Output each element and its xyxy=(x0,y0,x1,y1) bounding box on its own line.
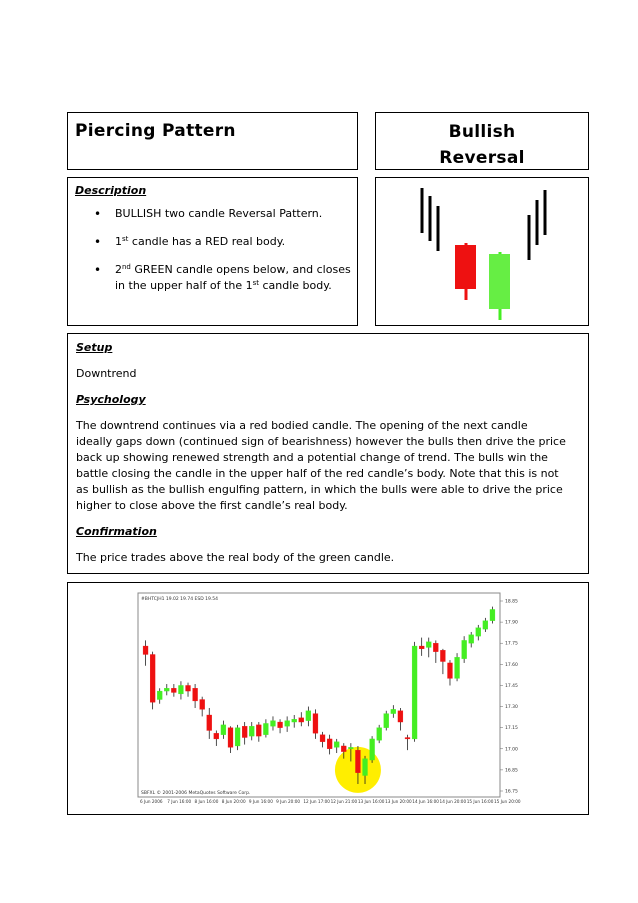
pattern-type xyxy=(376,119,588,171)
bearish-candle xyxy=(278,722,283,728)
x-tick-label: 6 Jun 2006 xyxy=(140,799,163,804)
x-tick-label: 8 Jun 16:00 xyxy=(194,799,219,804)
psychology-heading: Psychology xyxy=(76,393,146,406)
bullish-candle xyxy=(426,642,431,648)
x-tick-label: 13 Jun 16:00 xyxy=(357,799,385,804)
bullish-candle xyxy=(455,657,460,678)
bullish-candle xyxy=(221,725,226,735)
ordinal-number: 2 xyxy=(115,263,122,276)
downtrend-bars xyxy=(422,188,438,251)
y-tick-label: 16.85 xyxy=(505,768,518,774)
description-list xyxy=(68,206,353,306)
description-heading: Description xyxy=(75,184,147,197)
x-tick-label: 15 Jun 20:00 xyxy=(494,799,521,804)
bearish-candle xyxy=(193,688,198,701)
bearish-candle xyxy=(355,750,360,773)
bullish-candle xyxy=(292,719,297,722)
description-box xyxy=(67,177,358,326)
bullet-icon: • xyxy=(94,207,102,221)
y-tick-label: 17.45 xyxy=(505,683,518,689)
list-item-text: GREEN candle opens below, and closes in the upper half of the 1 xyxy=(115,263,351,292)
bearish-candle xyxy=(150,654,155,702)
bearish-candle xyxy=(320,735,325,742)
bullet-icon: • xyxy=(94,263,102,277)
x-tick-label: 15 Jun 16:00 xyxy=(466,799,494,804)
bullish-candle xyxy=(370,739,375,760)
psychology-text: The downtrend continues via a red bodied candle. The opening of the next candle ideally gaps down (continued sign of bearishness) however the bulls then drive the price back up showing renewed strength and a potential change of trend. The bulls win the battle closing the candle in the upper half of the red candle’s body. Note that this is not as bullish as the bullish engulfing pattern, in which the bulls were able to drive the price higher to close above the first candle’s real body. xyxy=(76,419,566,512)
x-tick-label: 9 Jun 20:00 xyxy=(276,799,301,804)
bullish-candle xyxy=(263,723,268,734)
bullish-candle xyxy=(235,728,240,746)
y-tick-label: 17.90 xyxy=(505,620,518,626)
bearish-candle xyxy=(186,685,191,691)
candlestick-chart xyxy=(68,583,590,816)
bullish-candle xyxy=(157,691,162,699)
list-item xyxy=(68,234,353,250)
bullish-candle xyxy=(249,726,254,736)
bearish-candle xyxy=(242,726,247,737)
example-chart-box xyxy=(67,582,589,815)
y-tick-label: 18.85 xyxy=(505,599,518,605)
bearish-candle xyxy=(341,746,346,752)
x-tick-label: 7 Jun 16:00 xyxy=(167,799,192,804)
y-tick-label: 17.15 xyxy=(505,726,518,732)
x-tick-label: 14 Jun 20:00 xyxy=(439,799,467,804)
bearish-candle xyxy=(398,711,403,722)
bullish-candle xyxy=(391,709,396,713)
bullish-candle xyxy=(490,609,495,620)
list-item xyxy=(68,206,353,222)
plot-area xyxy=(138,593,500,797)
bullish-candle xyxy=(377,728,382,741)
y-tick-label: 16.75 xyxy=(505,789,518,795)
bearish-candle xyxy=(171,688,176,692)
ordinal-suffix: st xyxy=(122,235,129,243)
x-tick-label: 13 Jun 20:00 xyxy=(385,799,412,804)
bearish-candle xyxy=(200,700,205,710)
bearish-candle xyxy=(448,663,453,678)
bearish-candle xyxy=(299,718,304,722)
pattern-type-box xyxy=(375,112,589,170)
confirmation-text: The price trades above the real body of the green candle. xyxy=(76,551,395,564)
bullish-candle xyxy=(412,646,417,739)
y-tick-label: 17.30 xyxy=(505,705,518,711)
confirmation-heading: Confirmation xyxy=(76,525,157,538)
uptrend-bars xyxy=(529,190,545,260)
setup-heading: Setup xyxy=(76,341,113,354)
bullish-candle xyxy=(469,635,474,643)
y-tick-label: 17.00 xyxy=(505,747,518,753)
ordinal-number: 1 xyxy=(115,235,122,248)
pattern-type-line2: Reversal xyxy=(439,148,525,168)
ordinal-suffix: nd xyxy=(122,263,131,271)
bearish-candle xyxy=(433,643,438,651)
bearish-candle xyxy=(256,725,261,736)
list-item-text: candle has a RED real body. xyxy=(128,235,286,248)
bullish-candle xyxy=(363,759,368,776)
y-tick-label: 17.75 xyxy=(505,641,518,647)
bullish-candle xyxy=(384,714,389,728)
bearish-candle xyxy=(455,243,476,300)
ordinal-suffix: st xyxy=(252,279,259,287)
bullish-candle xyxy=(348,747,353,748)
bullet-icon: • xyxy=(94,235,102,249)
list-item-text: BULLISH two candle Reversal Pattern. xyxy=(115,207,323,220)
bullish-candle xyxy=(476,628,481,636)
x-tick-label: 9 Jun 16:00 xyxy=(248,799,273,804)
bearish-candle xyxy=(214,733,219,739)
setup-box xyxy=(67,333,589,574)
pattern-diagram-box xyxy=(375,177,589,326)
pattern-type-line1: Bullish xyxy=(448,122,516,142)
bullish-candle xyxy=(306,711,311,721)
bearish-candle xyxy=(143,646,148,654)
bullish-candle xyxy=(462,640,467,658)
x-tick-label: 14 Jun 16:00 xyxy=(412,799,439,804)
bearish-candle-body xyxy=(455,245,476,289)
bullish-candle xyxy=(271,721,276,727)
bearish-candle xyxy=(313,714,318,734)
page-title: Piercing Pattern xyxy=(75,121,236,141)
bullish-candle xyxy=(334,742,339,748)
setup-text: Downtrend xyxy=(76,367,137,380)
x-tick-label: 8 Jun 20:00 xyxy=(221,799,246,804)
bullish-candle xyxy=(483,621,488,629)
bearish-candle xyxy=(419,646,424,649)
bearish-candle xyxy=(327,739,332,749)
chart-header: #BHTCJH1 19.02 19.74 ESD 19.54 xyxy=(141,597,218,602)
bullish-candle xyxy=(489,252,510,320)
bullish-candle xyxy=(164,688,169,691)
chart-footer: SBFXL © 2001-2006 MetaQuotes Software Corp. xyxy=(141,791,251,796)
x-tick-label: 12 Jun 17:00 xyxy=(303,799,330,804)
y-tick-label: 17.60 xyxy=(505,662,518,668)
x-tick-label: 12 Jun 21:00 xyxy=(330,799,358,804)
bearish-candle xyxy=(207,715,212,730)
bullish-candle xyxy=(285,721,290,727)
bullish-candle-body xyxy=(489,254,510,309)
list-item-text: candle body. xyxy=(259,279,332,292)
piercing-pattern-icon xyxy=(376,178,590,327)
bullish-candle xyxy=(178,685,183,693)
bearish-candle xyxy=(228,728,233,748)
bearish-candle xyxy=(405,738,410,739)
bearish-candle xyxy=(440,650,445,661)
title-box xyxy=(67,112,358,170)
list-item xyxy=(68,262,353,294)
